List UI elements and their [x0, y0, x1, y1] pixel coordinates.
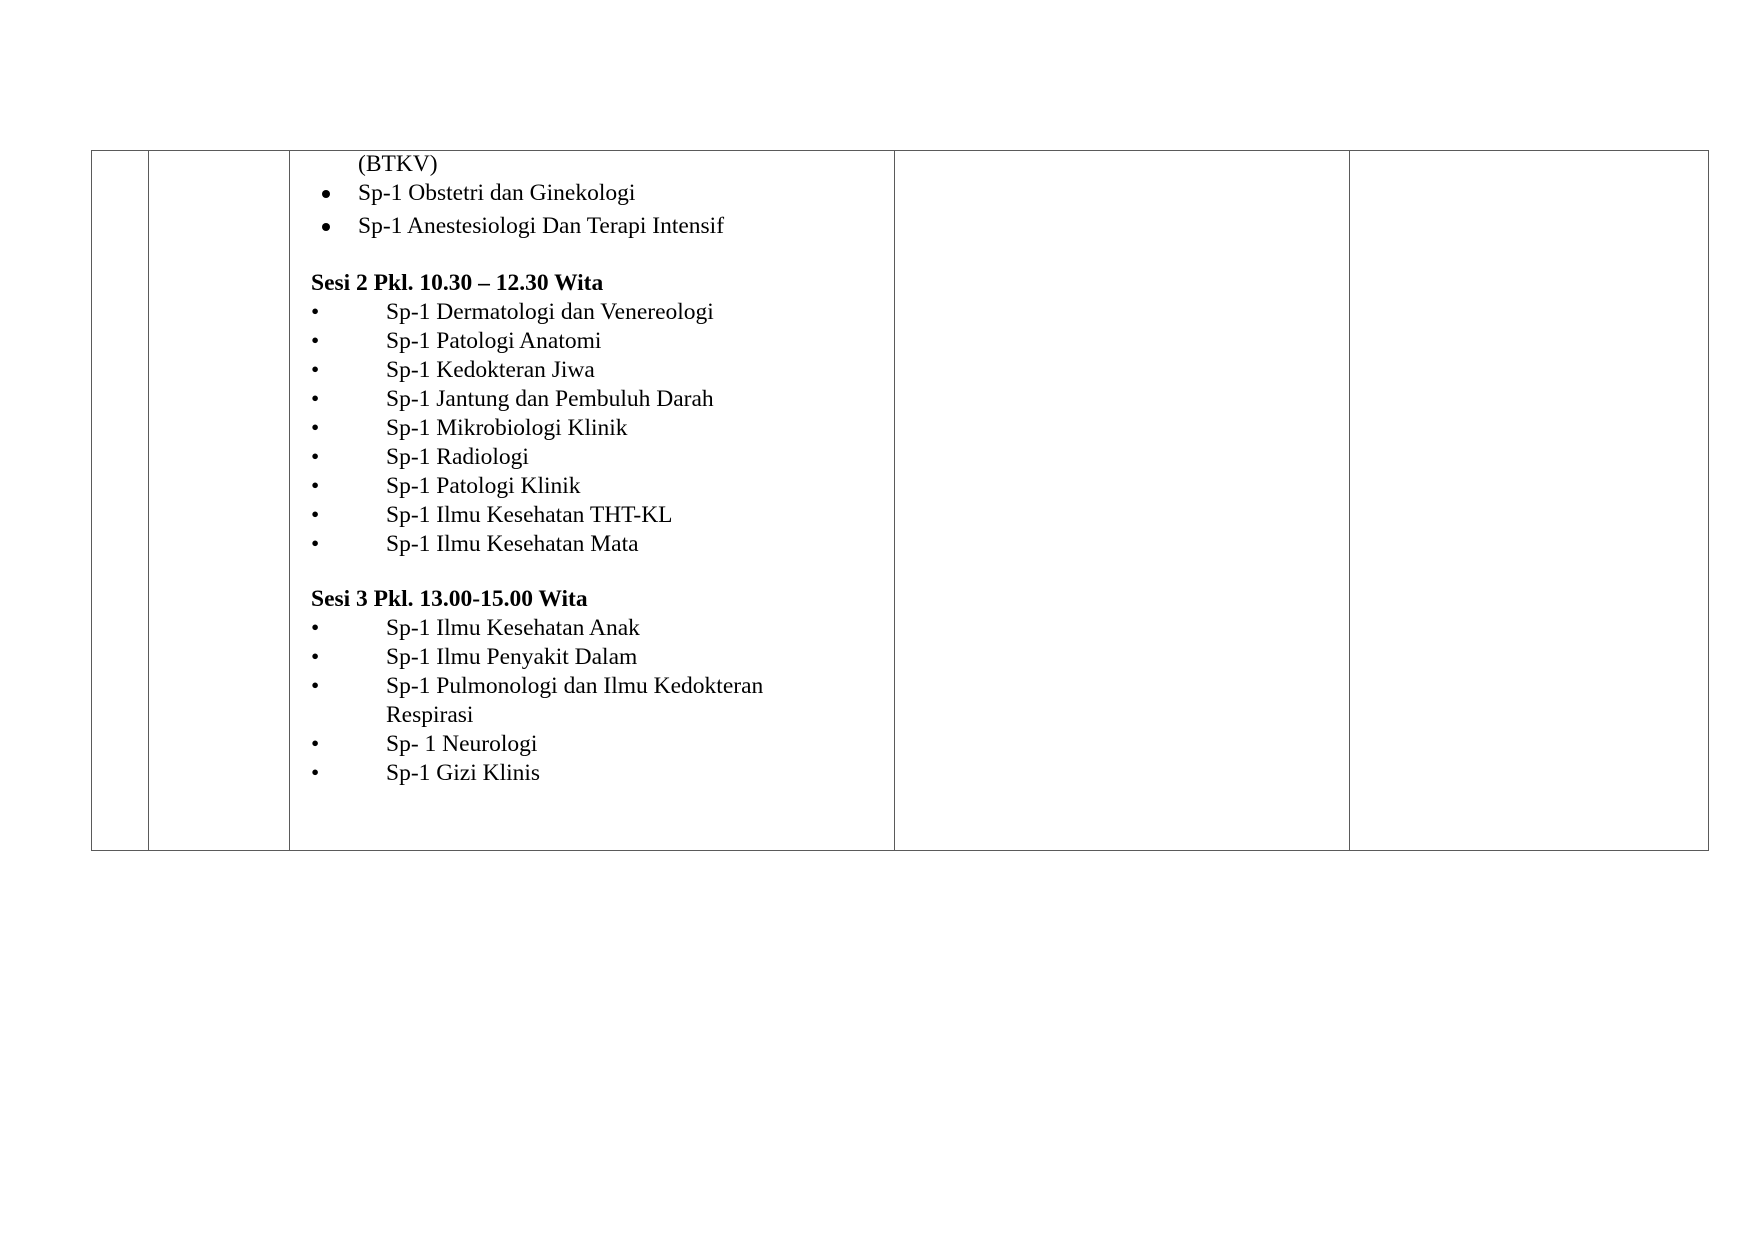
list-item-text: Sp-1 Kedokteran Jiwa	[386, 357, 595, 383]
list-item	[311, 443, 894, 472]
bullet-dot-icon	[322, 223, 330, 231]
list-item	[311, 759, 894, 788]
list-item-text: Sp-1 Gizi Klinis	[386, 760, 541, 786]
list-item	[311, 501, 894, 530]
list-item	[311, 614, 894, 643]
session-2-list	[311, 298, 894, 559]
bullet-icon: •	[311, 473, 320, 499]
list-item-text: Sp-1 Anestesiologi Dan Terapi Intensif	[358, 213, 725, 239]
list-item	[311, 672, 894, 730]
session-3-title: Sesi 3 Pkl. 13.00-15.00 Wita	[311, 586, 588, 612]
list-item-text: Sp-1 Ilmu Kesehatan THT-KL	[386, 502, 673, 528]
bullet-icon: •	[311, 328, 320, 354]
table-cell-empty-1	[895, 151, 1350, 851]
bullet-icon: •	[311, 531, 320, 557]
list-item	[311, 327, 894, 356]
list-item	[311, 298, 894, 327]
bullet-icon: •	[311, 415, 320, 441]
list-item-text: Sp-1 Patologi Klinik	[386, 473, 581, 499]
list-item-text: Sp- 1 Neurologi	[386, 731, 538, 757]
table-cell-date	[149, 151, 290, 851]
bullet-icon: •	[311, 386, 320, 412]
list-item-text: Sp-1 Ilmu Kesehatan Anak	[386, 615, 640, 641]
bullet-icon: •	[311, 760, 320, 786]
list-item	[311, 730, 894, 759]
bullet-icon: •	[311, 444, 320, 470]
list-item-text: Sp-1 Dermatologi dan Venereologi	[386, 299, 714, 325]
list-item-text: Sp-1 Pulmonologi dan Ilmu Kedokteran Respirasi	[386, 673, 764, 728]
list-item-text: Sp-1 Ilmu Penyakit Dalam	[386, 644, 638, 670]
schedule-table	[91, 150, 1709, 851]
session-3-list	[311, 614, 894, 788]
list-item	[311, 210, 894, 243]
list-item-text: Sp-1 Mikrobiologi Klinik	[386, 415, 628, 441]
continued-text: (BTKV)	[358, 151, 438, 177]
table-cell-empty-2	[1350, 151, 1709, 851]
list-item-text: Sp-1 Radiologi	[386, 444, 529, 470]
bullet-dot-icon	[322, 190, 330, 198]
table-cell-schedule	[290, 151, 895, 851]
table-row	[92, 151, 1709, 851]
bullet-icon: •	[311, 615, 320, 641]
bullet-icon: •	[311, 502, 320, 528]
list-item	[311, 414, 894, 443]
list-item	[311, 643, 894, 672]
list-item	[311, 177, 894, 210]
list-item-text: Sp-1 Ilmu Kesehatan Mata	[386, 531, 639, 557]
session-2-title: Sesi 2 Pkl. 10.30 – 12.30 Wita	[311, 270, 604, 296]
bullet-icon: •	[311, 299, 320, 325]
table-cell-number	[92, 151, 149, 851]
bullet-icon: •	[311, 357, 320, 383]
list-item-text: Sp-1 Jantung dan Pembuluh Darah	[386, 386, 714, 412]
bullet-icon: •	[311, 673, 320, 699]
list-item	[311, 530, 894, 559]
list-item	[311, 472, 894, 501]
schedule-content	[290, 151, 894, 788]
list-item-text: Sp-1 Patologi Anatomi	[386, 328, 602, 354]
bullet-icon: •	[311, 644, 320, 670]
list-item	[311, 356, 894, 385]
list-item-text: Sp-1 Obstetri dan Ginekologi	[358, 180, 636, 206]
list-item	[311, 385, 894, 414]
bullet-icon: •	[311, 731, 320, 757]
